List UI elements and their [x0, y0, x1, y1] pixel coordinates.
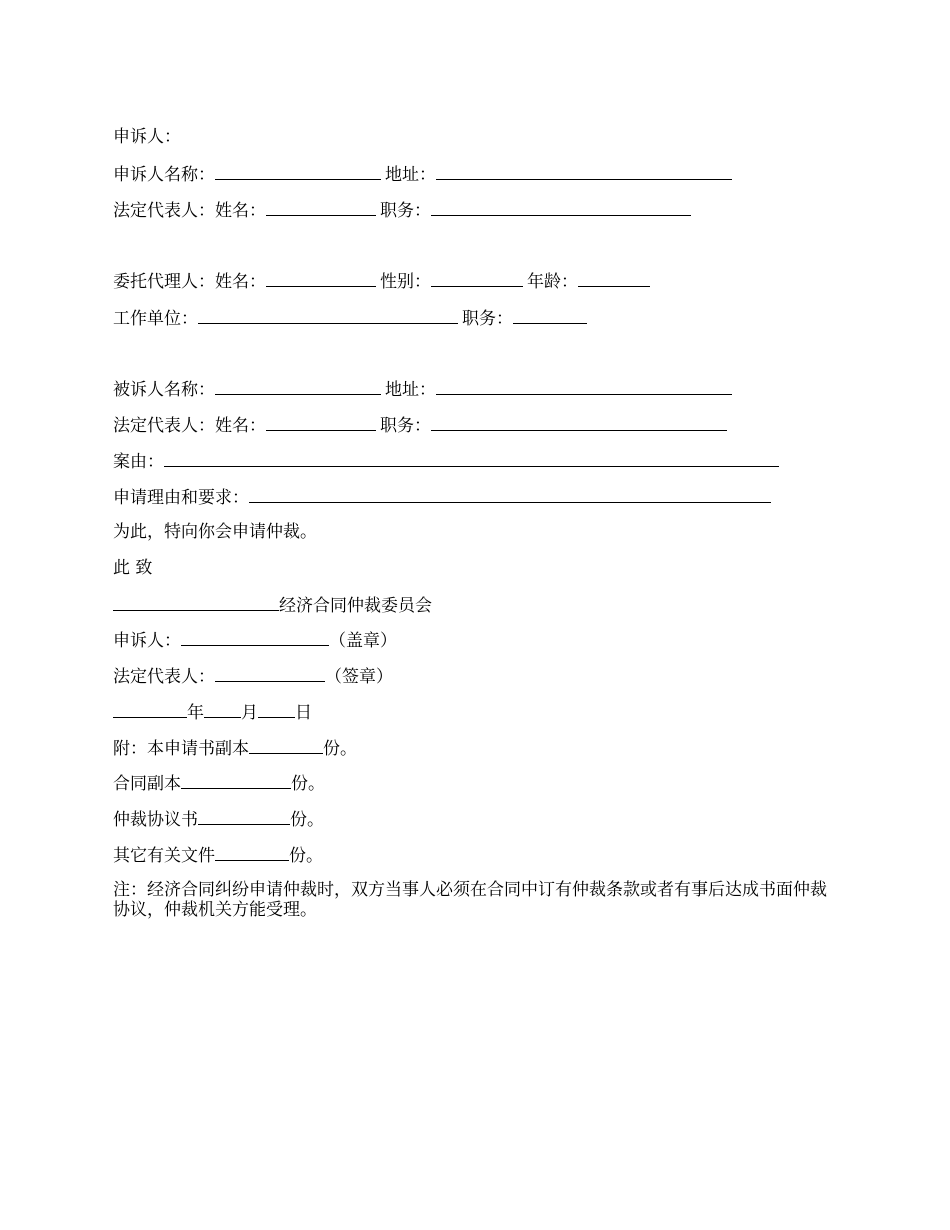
agent-employer-label: 工作单位： — [113, 309, 198, 329]
other-docs-count-field[interactable] — [215, 844, 289, 861]
case-cause-row — [113, 450, 783, 472]
date-row — [113, 701, 312, 723]
agreement-unit: 份。 — [290, 810, 324, 830]
applicant-name-field[interactable] — [215, 163, 381, 180]
applicant-position-label: 职务： — [380, 201, 431, 221]
contract-copy-row — [113, 772, 325, 794]
applicant-seal-field[interactable] — [181, 629, 329, 646]
respondent-name-field[interactable] — [215, 378, 381, 395]
agent-position-label: 职务： — [462, 309, 513, 329]
seal-text: （盖章） — [329, 631, 397, 651]
committee-line — [113, 594, 432, 616]
respondent-name-label: 被诉人名称： — [113, 380, 215, 400]
committee-text: 经济合同仲裁委员会 — [279, 596, 432, 616]
attachment-copy-count-field[interactable] — [249, 737, 323, 754]
request-text: 为此，特向你会申请仲裁。 — [113, 522, 317, 542]
agent-age-label: 年龄： — [527, 272, 578, 292]
committee-name-field[interactable] — [113, 594, 279, 611]
agreement-row — [113, 808, 324, 830]
respondent-address-label: 地址： — [385, 380, 436, 400]
agent-age-field[interactable] — [578, 270, 650, 287]
applicant-legal-rep-label: 法定代表人：姓名： — [113, 201, 266, 221]
day-field[interactable] — [258, 701, 295, 718]
agent-gender-label: 性别： — [380, 272, 431, 292]
attachment-copy-unit: 份。 — [323, 739, 357, 759]
applicant-name-row — [113, 163, 736, 185]
contract-copy-label: 合同副本 — [113, 774, 181, 794]
request-line — [113, 522, 317, 542]
contract-copy-unit: 份。 — [291, 774, 325, 794]
case-cause-label: 案由： — [113, 452, 164, 472]
year-field[interactable] — [113, 701, 187, 718]
respondent-position-label: 职务： — [380, 416, 431, 436]
contract-copy-count-field[interactable] — [181, 772, 291, 789]
month-label: 月 — [241, 703, 258, 723]
attachment-label: 附：本申请书副本 — [113, 739, 249, 759]
other-docs-unit: 份。 — [289, 846, 323, 866]
agent-employer-field[interactable] — [198, 307, 458, 324]
salutation-line — [113, 558, 152, 578]
other-docs-label: 其它有关文件 — [113, 846, 215, 866]
agreement-label: 仲裁协议书 — [113, 810, 198, 830]
case-reason-label: 申请理由和要求： — [113, 488, 249, 508]
agent-gender-field[interactable] — [431, 270, 523, 287]
agent-position-field[interactable] — [513, 307, 587, 324]
respondent-address-field[interactable] — [436, 378, 732, 395]
month-field[interactable] — [204, 701, 241, 718]
salutation-text: 此 致 — [113, 558, 153, 578]
legal-rep-signature-label: 法定代表人： — [113, 667, 215, 687]
applicant-legal-rep-name-field[interactable] — [266, 199, 376, 216]
signature-text: （签章） — [325, 667, 393, 687]
applicant-seal-label: 申诉人： — [113, 631, 181, 651]
legal-rep-signature-row — [113, 665, 393, 687]
respondent-legal-rep-name-field[interactable] — [266, 414, 376, 431]
applicant-seal-row — [113, 629, 397, 651]
agent-label: 委托代理人：姓名： — [113, 272, 266, 292]
applicant-legal-rep-row — [113, 199, 695, 221]
attachment-copy-row — [113, 737, 357, 759]
respondent-legal-rep-label: 法定代表人：姓名： — [113, 416, 266, 436]
respondent-position-field[interactable] — [431, 414, 727, 431]
respondent-legal-rep-row — [113, 414, 731, 436]
case-cause-field[interactable] — [164, 450, 779, 467]
respondent-name-row — [113, 378, 736, 400]
applicant-address-field[interactable] — [436, 163, 732, 180]
applicant-heading-text: 申诉人： — [113, 127, 181, 147]
applicant-name-label: 申诉人名称： — [113, 165, 215, 185]
case-reason-row — [113, 486, 775, 508]
footnote: 注：经济合同纠纷申请仲裁时，双方当事人必须在合同中订有仲裁条款或者有事后达成书面仲裁协议，仲裁机关方能受理。 — [113, 880, 827, 920]
other-docs-row — [113, 844, 323, 866]
applicant-address-label: 地址： — [385, 165, 436, 185]
case-reason-field[interactable] — [249, 486, 771, 503]
applicant-heading — [113, 127, 181, 147]
applicant-position-field[interactable] — [431, 199, 691, 216]
agent-row — [113, 270, 654, 292]
agent-name-field[interactable] — [266, 270, 376, 287]
legal-rep-signature-field[interactable] — [215, 665, 325, 682]
agent-employer-row — [113, 307, 591, 329]
day-label: 日 — [295, 703, 312, 723]
agreement-count-field[interactable] — [198, 808, 290, 825]
year-label: 年 — [187, 703, 204, 723]
